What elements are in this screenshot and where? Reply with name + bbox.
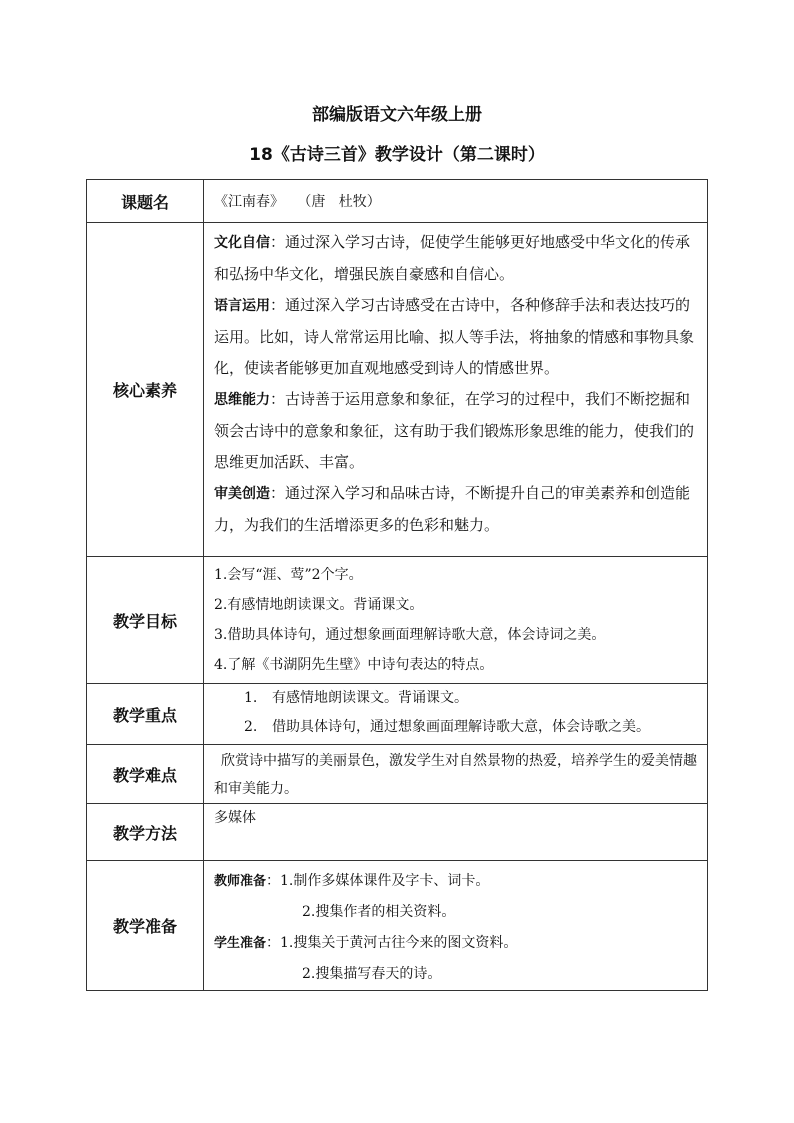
student-prep-label: 学生准备 [214,936,267,951]
core-item-culture [214,227,701,290]
document-title: 部编版语文六年级上册 [312,105,482,125]
list-text: ：1.搜集关于黄河古往今来的图文资料。 [266,935,518,951]
key-points-label: 教学重点 [87,684,204,745]
table-row-difficulties [87,745,708,804]
lesson-plan-table [86,179,708,991]
core-literacy-label: 核心素养 [87,223,204,557]
core-item-head: 语言运用 [214,298,270,314]
topic-value: 《江南春》 （唐 杜牧） [214,194,381,210]
teacher-prep-line [214,897,701,928]
teacher-prep-label: 教师准备 [214,874,267,889]
objectives-label: 教学目标 [87,557,204,684]
list-number: 1. [244,690,258,706]
method-text: 多媒体 [214,810,256,826]
list-item: 3.借助具体诗句，通过想象画面理解诗歌大意，体会诗词之美。 [214,627,606,643]
table-row-topic [87,180,708,223]
core-item-text: ：通过深入学习和品味古诗，不断提升自己的审美素养和创造能力，为我们的生活增添更多的色彩和魅力。 [214,484,691,534]
core-item-aesthetic [214,478,701,541]
core-item-text: ：通过深入学习古诗感受在古诗中，各种修辞手法和表达技巧的运用。比如，诗人常常运用比喻、拟人等手法，将抽象的情感和事物具象化，使读者能够更加直观地感受到诗人的情感世界。 [214,296,695,377]
difficulties-text: 欣赏诗中描写的美丽景色，激发学生对自然景物的热爱，培养学生的爱美情趣和审美能力。 [214,753,697,797]
list-text: 有感情地朗读课文。背诵课文。 [272,690,468,706]
method-label: 教学方法 [87,804,204,861]
core-item-language [214,290,701,384]
difficulties-label: 教学难点 [87,745,204,804]
student-prep-line [214,959,701,990]
core-literacy-cell [204,223,708,557]
table-row-objectives [87,557,708,684]
core-item-head: 审美创造 [214,486,270,502]
core-item-head: 思维能力 [214,392,270,408]
list-text: 借助具体诗句，通过想象画面理解诗歌大意，体会诗歌之美。 [272,719,650,735]
list-item [244,713,701,742]
list-item [244,684,701,713]
lesson-title: 18《古诗三首》教学设计（第二课时） [249,145,545,165]
objectives-cell [204,557,708,684]
core-item-thinking [214,384,701,478]
core-item-head: 文化自信 [214,235,270,251]
student-prep-line [214,928,701,959]
topic-cell [204,180,708,223]
table-row-core-literacy [87,223,708,557]
core-item-text: ：古诗善于运用意象和象征，在学习的过程中，我们不断挖掘和领会古诗中的意象和象征，这有助于我们锻炼形象思维的能力，使我们的思维更加活跃、丰富。 [214,390,695,471]
topic-label: 课题名 [87,180,204,223]
list-text: 2.搜集作者的相关资料。 [302,904,456,920]
core-item-text: ：通过深入学习古诗，促使学生能够更好地感受中华文化的传承和弘扬中华文化，增强民族自豪感和自信心。 [214,233,691,283]
method-cell [204,804,708,861]
preparation-cell [204,861,708,991]
list-item: 4.了解《书湖阴先生壁》中诗句表达的特点。 [214,657,494,673]
list-text: 2.搜集描写春天的诗。 [302,966,442,982]
list-text: ：1.制作多媒体课件及字卡、词卡。 [266,873,490,889]
teacher-prep-line [214,866,701,897]
difficulties-cell [204,745,708,804]
preparation-label: 教学准备 [87,861,204,991]
list-item: 1.会写“涯、莺”2个字。 [214,567,363,583]
list-number: 2. [244,719,258,735]
key-points-cell [204,684,708,745]
table-row-key-points [87,684,708,745]
list-item: 2.有感情地朗读课文。背诵课文。 [214,597,424,613]
table-row-method [87,804,708,861]
table-row-preparation [87,861,708,991]
